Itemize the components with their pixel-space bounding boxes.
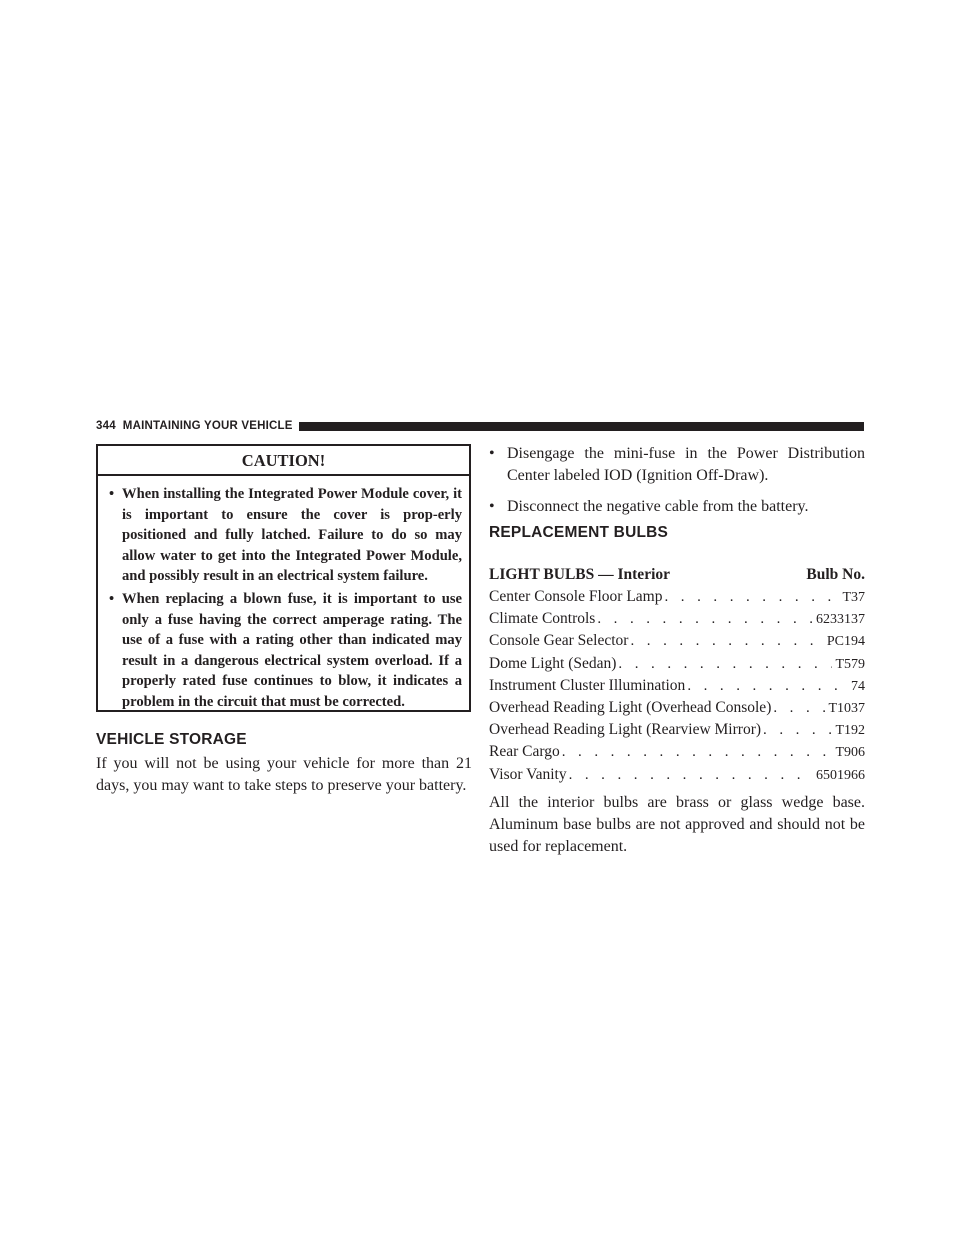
leader-dots xyxy=(763,720,832,741)
bulb-number: 6233137 xyxy=(816,612,865,628)
caution-item: • When installing the Integrated Power Module cover, it is important to ensure the cover is prop-erly positioned and fully latched. Failure to do so may allow water to get into the Integrated Power Module, and possibly result in an electrical system failure. xyxy=(109,484,462,587)
bulb-location: Visor Vanity xyxy=(489,765,567,783)
leader-dots xyxy=(665,587,840,608)
bulb-table-header xyxy=(489,564,865,586)
page-header xyxy=(96,419,864,433)
replacement-bulbs-heading: REPLACEMENT BULBS xyxy=(489,524,669,541)
bulb-location: Console Gear Selector xyxy=(489,632,629,650)
caution-list xyxy=(98,476,469,713)
bulb-location: Rear Cargo xyxy=(489,743,560,761)
bulb-row xyxy=(489,764,865,786)
bulb-location: Center Console Floor Lamp xyxy=(489,588,663,605)
bulb-row xyxy=(489,653,865,675)
bulb-number: T906 xyxy=(835,745,865,761)
header-rule xyxy=(299,422,864,431)
bulb-row xyxy=(489,630,865,652)
caution-box xyxy=(96,444,471,712)
bulb-table-header-right: Bulb No. xyxy=(806,566,865,583)
bulb-number: PC194 xyxy=(826,634,865,650)
bulb-row xyxy=(489,608,865,630)
leader-dots xyxy=(773,698,825,719)
bulb-location: Climate Controls xyxy=(489,610,596,628)
leader-dots xyxy=(630,631,823,652)
bulb-row xyxy=(489,741,865,763)
vehicle-storage-body: If you will not be using your vehicle for more than 21 days, you may want to take steps to preserve your battery. xyxy=(96,755,472,794)
bulb-location: Overhead Reading Light (Overhead Console) xyxy=(489,699,772,717)
leader-dots xyxy=(597,609,813,630)
bulb-row xyxy=(489,586,865,608)
section-title: MAINTAINING YOUR VEHICLE xyxy=(122,420,293,432)
leader-dots xyxy=(569,765,813,786)
bulb-row xyxy=(489,697,865,719)
bulb-location: Dome Light (Sedan) xyxy=(489,654,617,672)
leader-dots xyxy=(562,742,833,763)
bulb-number: 6501966 xyxy=(816,767,865,783)
bulb-number: 74 xyxy=(851,678,865,694)
storage-step: • Disengage the mini-fuse in the Power Distribution Center labeled IOD (Ignition Off-Draw). xyxy=(489,443,865,487)
caution-item: • When replacing a blown fuse, it is important to use only a fuse having the correct amperage rating. The use of a fuse with a rating other than indicated may result in a dangerous electrical system overload. If a properly rated fuse continues to blow, it indicates a problem in the circuit that must be corrected. xyxy=(109,589,462,713)
bulb-number: T579 xyxy=(835,656,865,672)
bulb-row xyxy=(489,719,865,741)
bulb-note: All the interior bulbs are brass or glass wedge base. Aluminum base bulbs are not approved and should not be used for replacement. xyxy=(489,793,865,855)
bulb-table xyxy=(489,564,865,858)
page-number: 344 xyxy=(96,420,116,432)
bulb-number: T37 xyxy=(842,590,865,605)
bulb-number: T1037 xyxy=(828,701,865,717)
bulb-number: T192 xyxy=(835,723,865,739)
storage-step: • Disconnect the negative cable from the battery. xyxy=(489,496,865,518)
bulb-location: Overhead Reading Light (Rearview Mirror) xyxy=(489,721,762,739)
bulb-table-header-left: LIGHT BULBS — Interior xyxy=(489,566,671,583)
leader-dots xyxy=(687,676,848,697)
bulb-location: Instrument Cluster Illumination xyxy=(489,676,686,694)
leader-dots xyxy=(618,654,832,675)
storage-steps-list xyxy=(489,443,865,527)
bulb-row xyxy=(489,675,865,697)
caution-title: CAUTION! xyxy=(98,446,469,476)
vehicle-storage-heading: VEHICLE STORAGE xyxy=(96,731,247,748)
